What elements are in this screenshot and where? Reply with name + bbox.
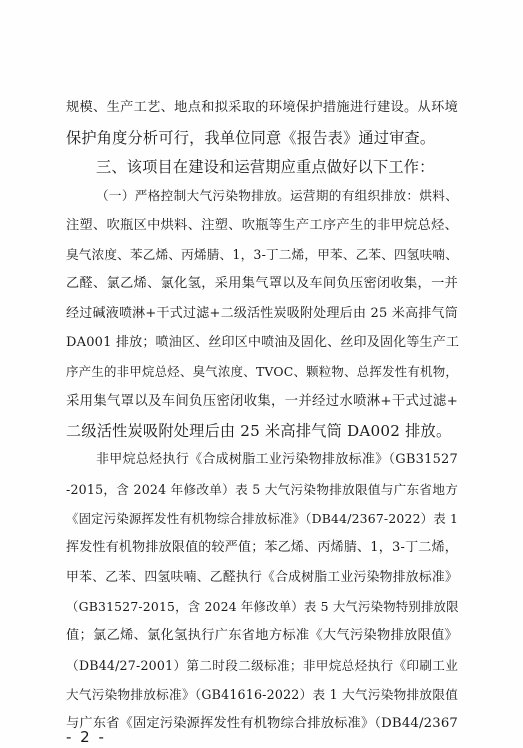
text-line-13: 非甲烷总烃执行《合成树脂工业污染物排放标准》（GB31527 (96, 452, 458, 467)
text-line-1: 规模、生产工艺、地点和拟采取的环境保护措施进行建设。从环境 (66, 100, 458, 115)
text-line-7: 乙醛、氯乙烯、氯化氢，采用集气罩以及车间负压密闭收集，一并 (66, 276, 458, 291)
text-line-8: 经过碱液喷淋+干式过滤+二级活性炭吸附处理后由 25 米高排气筒 (66, 306, 458, 321)
text-line-16: 挥发性有机物排放限值的较严值；苯乙烯、丙烯腈、1，3-丁二烯， (66, 540, 458, 555)
text-line-2: 保护角度分析可行，我单位同意《报告表》通过审查。 (66, 129, 436, 147)
text-line-17: 甲苯、乙苯、四氢呋喃、乙醛执行《合成树脂工业污染物排放标准》 (66, 570, 458, 585)
text-line-21: 大气污染物排放标准》（GB41616-2022）表 1 大气污染物排放限值 (66, 687, 458, 702)
text-line-20: （DB44/27-2001）第二时段二级标准；非甲烷总烃执行《印刷工业 (66, 658, 458, 673)
text-line-6: 臭气浓度、苯乙烯、丙烯腈、1，3-丁二烯，甲苯、乙苯、四氢呋喃、 (66, 247, 458, 262)
text-line-14: -2015，含 2024 年修改单）表 5 大气污染物排放限值与广东省地方 (66, 482, 458, 497)
text-line-5: 注塑、吹瓶区中烘料、注塑、吹瓶等生产工序产生的非甲烷总烃、 (66, 218, 458, 233)
text-line-15: 《固定污染源挥发性有机物综合排放标准》（DB44/2367-2022）表 1 (66, 511, 459, 526)
text-line-9: DA001 排放；喷油区、丝印区中喷油及固化、丝印及固化等生产工 (66, 335, 460, 350)
text-line-22: 与广东省《固定污染源挥发性有机物综合排放标准》（DB44/2367 (66, 716, 458, 731)
text-line-11: 采用集气罩以及车间负压密闭收集，一并经过水喷淋+干式过滤+ (66, 394, 458, 409)
section-heading: 三、该项目在建设和运营期应重点做好以下工作： (96, 158, 435, 176)
text-line-10: 序产生的非甲烷总烃、臭气浓度、TVOC、颗粒物、总挥发性有机物， (66, 364, 458, 379)
text-line-4: （一）严格控制大气污染物排放。运营期的有组织排放：烘料、 (96, 188, 458, 203)
text-line-18: （GB31527-2015，含 2024 年修改单）表 5 大气污染物特别排放限 (66, 599, 459, 614)
page-number: - 2 - (66, 728, 106, 746)
text-line-12: 二级活性炭吸附处理后由 25 米高排气筒 DA002 排放。 (66, 422, 452, 440)
text-line-19: 值；氯乙烯、氯化氢执行广东省地方标准《大气污染物排放限值》 (66, 628, 458, 643)
